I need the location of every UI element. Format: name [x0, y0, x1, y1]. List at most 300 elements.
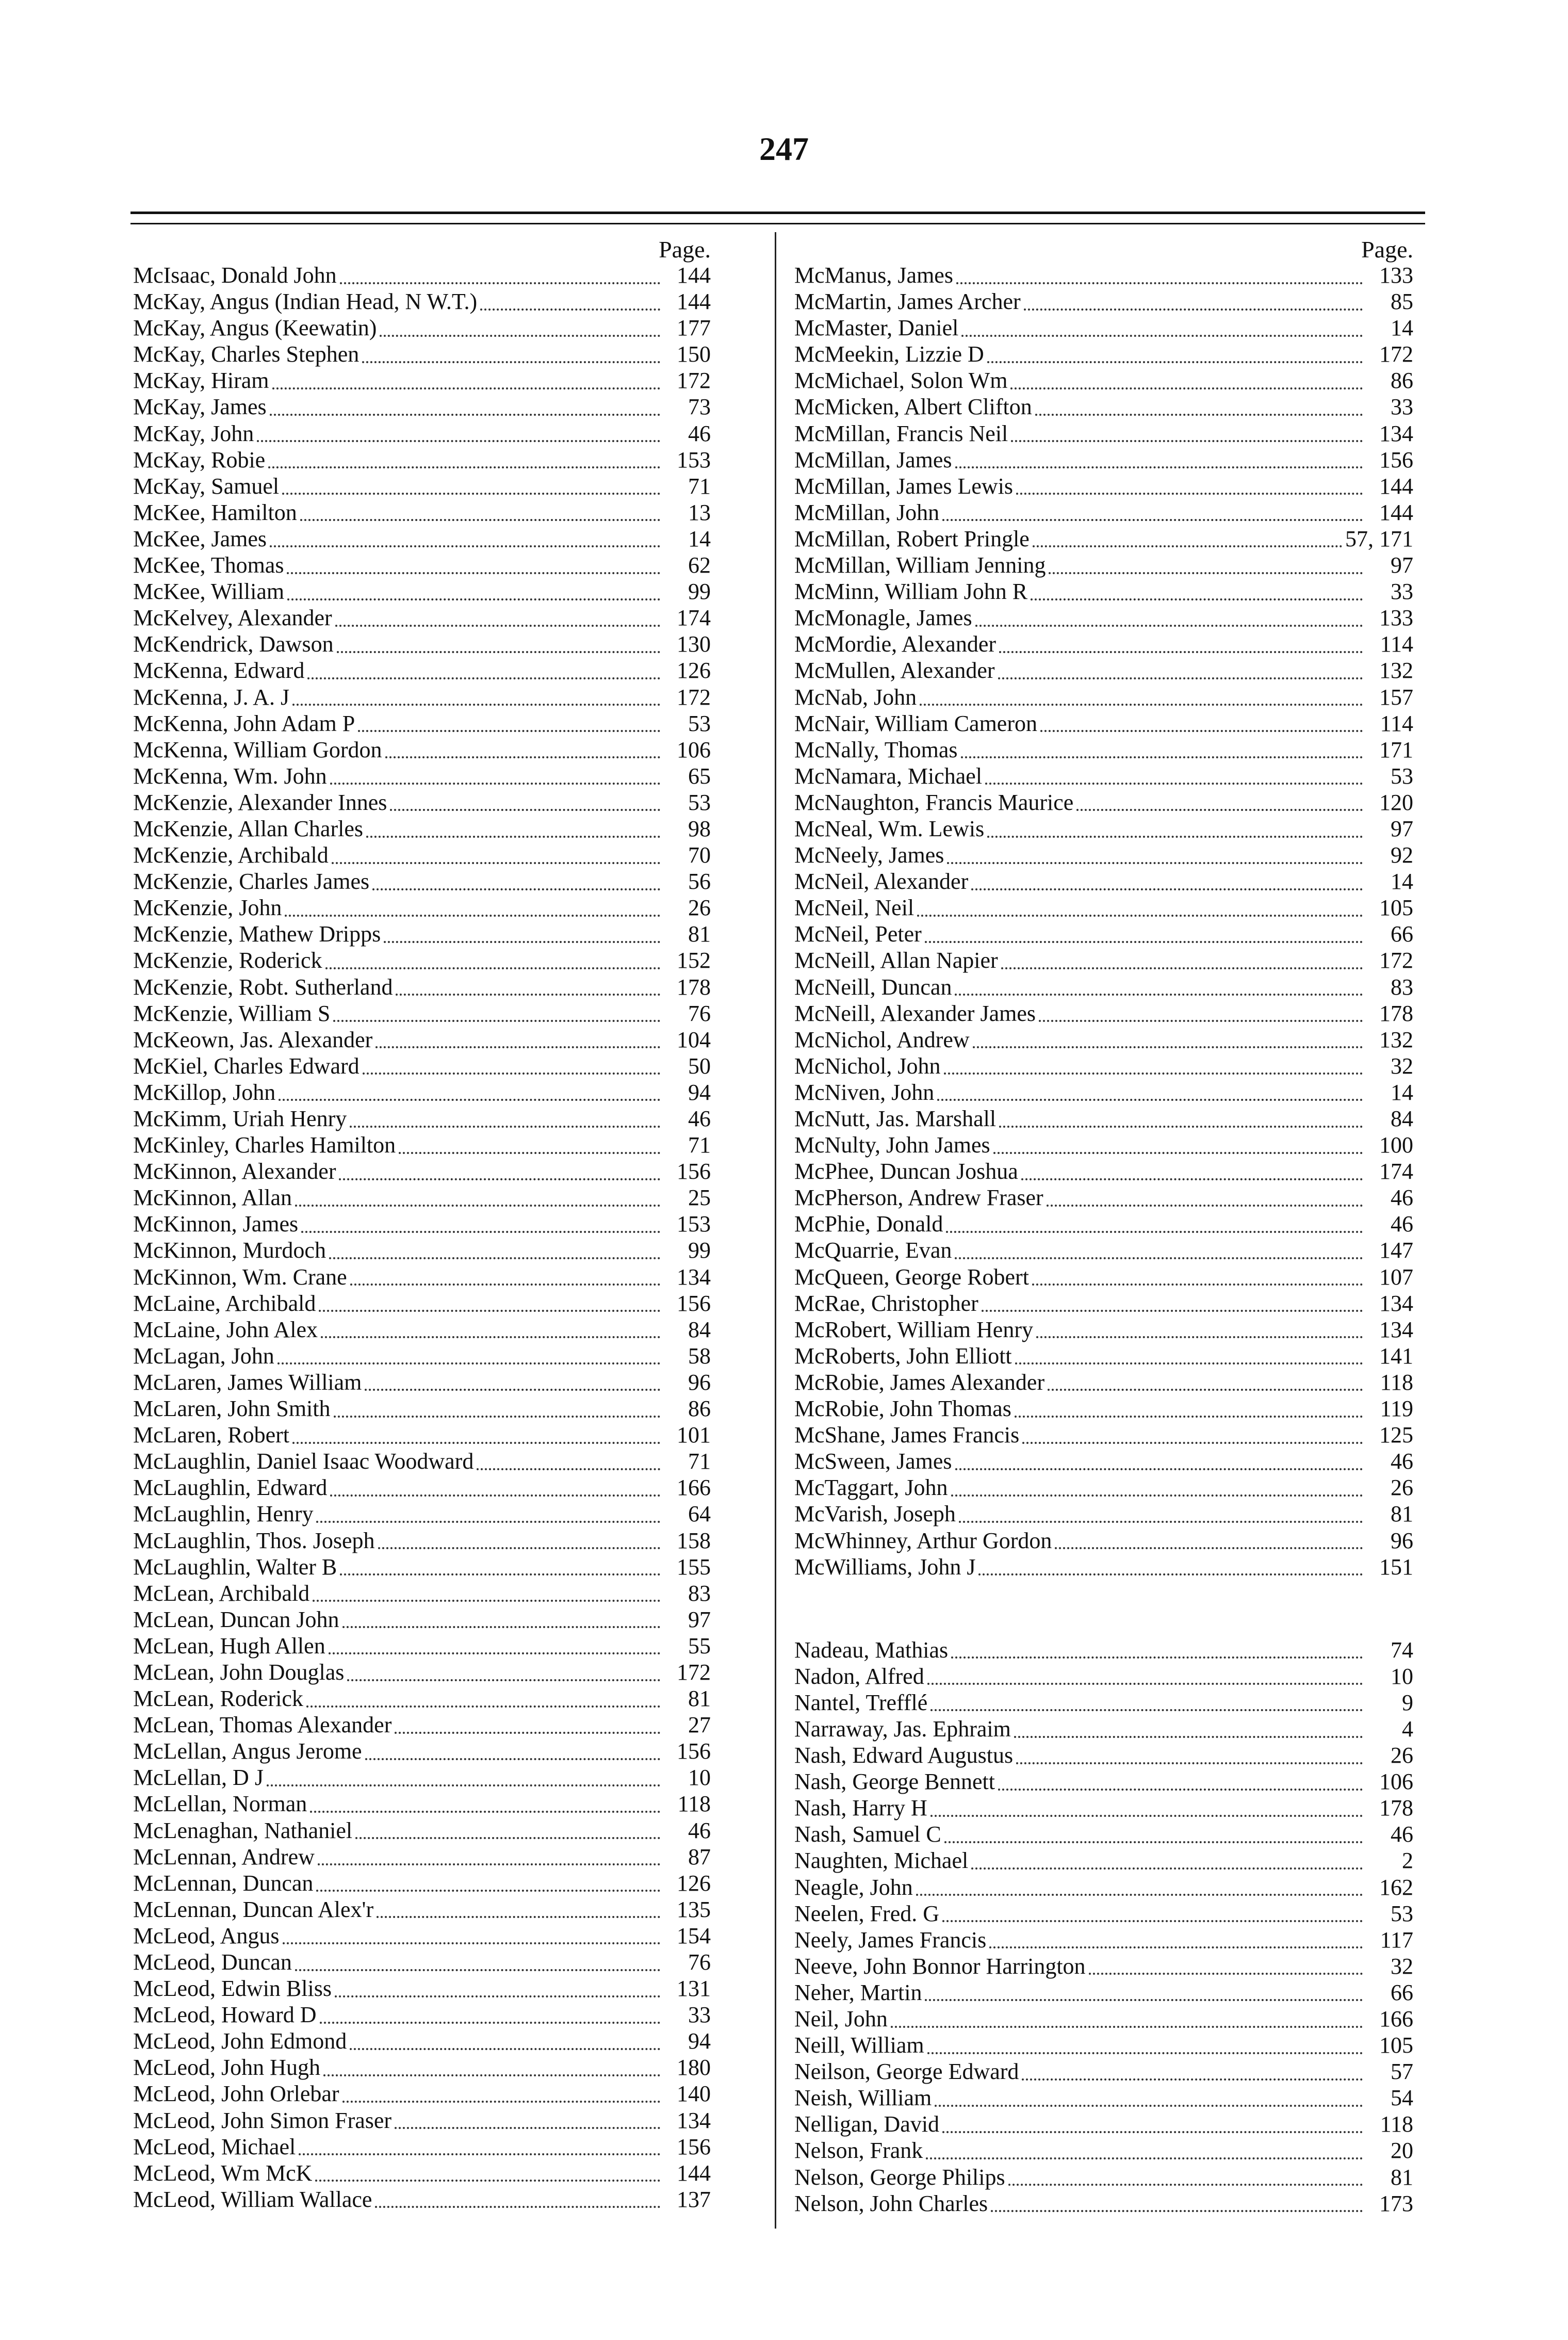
entry-name: Nelson, George Philips	[794, 2164, 1005, 2190]
index-entry	[794, 1132, 1413, 1158]
entry-name: McLean, Roderick	[133, 1686, 303, 1712]
entry-page: 27	[688, 1712, 711, 1738]
entry-page: 13	[688, 499, 711, 525]
entry-name: McLaren, John Smith	[133, 1396, 331, 1422]
index-entry	[794, 499, 1413, 526]
dot-leader	[329, 1637, 660, 1654]
entry-page: 4	[1402, 1716, 1413, 1742]
entry-page: 151	[1379, 1554, 1413, 1580]
index-entry	[133, 1923, 711, 1949]
entry-page: 83	[1391, 974, 1413, 1000]
entry-name: McMullen, Alexander	[794, 658, 995, 684]
index-entry	[133, 710, 711, 737]
index-entry	[133, 2028, 711, 2054]
dot-leader	[295, 1189, 660, 1207]
entry-page: 171	[1379, 737, 1413, 762]
entry-page: 134	[677, 2107, 711, 2133]
entry-name: McNeil, Peter	[794, 921, 922, 947]
index-entry	[133, 763, 711, 789]
index-entry	[133, 921, 711, 947]
entry-name: McPhee, Duncan Joshua	[794, 1159, 1018, 1184]
dot-leader	[1016, 1747, 1363, 1764]
index-entry	[794, 895, 1413, 921]
dot-leader	[935, 2089, 1363, 2107]
index-entry	[133, 684, 711, 710]
dot-leader	[323, 2059, 660, 2076]
entry-page: 126	[677, 658, 711, 684]
dot-leader	[1049, 557, 1363, 574]
index-entry	[133, 1237, 711, 1263]
entry-page: 144	[677, 2160, 711, 2186]
index-entry	[133, 737, 711, 763]
index-entry	[133, 1501, 711, 1527]
index-entry	[794, 1237, 1413, 1263]
entry-name: McTaggart, John	[794, 1475, 948, 1501]
entry-page: 20	[1391, 2138, 1413, 2164]
dot-leader	[999, 636, 1363, 653]
entry-page: 81	[688, 921, 711, 947]
index-entry	[794, 288, 1413, 315]
entry-page: 135	[677, 1896, 711, 1922]
index-entry	[794, 1448, 1413, 1474]
entry-name: Neely, James Francis	[794, 1927, 987, 1953]
entry-name: McShane, James Francis	[794, 1422, 1020, 1448]
dot-leader	[951, 1479, 1363, 1497]
entry-page: 134	[1379, 1290, 1413, 1316]
entry-page: 32	[1391, 1953, 1413, 1979]
dot-leader	[1040, 714, 1363, 732]
index-entry	[794, 526, 1413, 552]
index-entry	[794, 1742, 1413, 1768]
entry-page: 178	[1379, 1795, 1413, 1821]
dot-leader	[300, 503, 660, 521]
dot-leader	[384, 925, 660, 943]
index-entry	[133, 2002, 711, 2028]
dot-leader	[316, 1874, 660, 1892]
entry-page: 172	[677, 1659, 711, 1685]
index-entry	[133, 1132, 711, 1158]
entry-page: 14	[688, 526, 711, 551]
index-entry	[794, 631, 1413, 657]
entry-name: Neilson, George Edward	[794, 2059, 1019, 2085]
dot-leader	[998, 1773, 1363, 1791]
index-entry	[133, 2081, 711, 2107]
dot-leader	[942, 1905, 1363, 1922]
entry-name: McLeod, William Wallace	[133, 2186, 372, 2212]
dot-leader	[1024, 293, 1363, 311]
entry-name: McKillop, John	[133, 1079, 276, 1105]
entry-name: McKenna, Edward	[133, 658, 305, 684]
entry-name: McKenzie, Roderick	[133, 948, 322, 973]
entry-page: 156	[1379, 447, 1413, 473]
index-entry	[133, 1422, 711, 1448]
dot-leader	[396, 978, 660, 996]
index-entry	[794, 2190, 1413, 2217]
dot-leader	[270, 398, 660, 416]
entry-page: 153	[677, 447, 711, 473]
entry-name: McNeill, Duncan	[794, 974, 952, 1000]
page-column-header: Page.	[1361, 236, 1413, 263]
entry-page: 64	[688, 1501, 711, 1527]
index-entry	[794, 921, 1413, 947]
index-entry	[133, 1474, 711, 1501]
dot-leader	[279, 1083, 660, 1101]
dot-leader	[991, 2195, 1363, 2212]
entry-name: McKay, John	[133, 420, 254, 446]
index-entry	[133, 1817, 711, 1844]
entry-name: McKinnon, Allan	[133, 1185, 292, 1211]
entry-name: McLaine, Archibald	[133, 1290, 316, 1316]
entry-name: McKeown, Jas. Alexander	[133, 1027, 373, 1052]
dot-leader	[1032, 1268, 1363, 1286]
entry-name: Neish, William	[794, 2085, 932, 2111]
dot-leader	[257, 425, 660, 442]
entry-name: McNair, William Cameron	[794, 710, 1037, 736]
index-entry	[133, 1712, 711, 1738]
entry-name: McNeil, Neil	[794, 895, 914, 921]
entry-page: 55	[688, 1633, 711, 1659]
index-entry	[133, 1738, 711, 1764]
entry-name: McNiven, John	[794, 1079, 935, 1105]
index-entry	[794, 1501, 1413, 1527]
index-entry	[133, 1158, 711, 1184]
index-entry	[133, 1000, 711, 1027]
dot-leader	[365, 1373, 660, 1391]
index-entry	[133, 1870, 711, 1896]
entry-page: 46	[688, 420, 711, 446]
entry-page: 53	[1391, 763, 1413, 789]
entry-name: McRobert, William Henry	[794, 1317, 1033, 1342]
entry-name: McNally, Thomas	[794, 737, 958, 762]
dot-leader	[930, 1799, 1363, 1817]
dot-leader	[299, 2138, 660, 2155]
entry-page: 66	[1391, 1979, 1413, 2005]
entry-name: McKenzie, Mathew Dripps	[133, 921, 381, 947]
dot-leader	[267, 1769, 660, 1786]
dot-leader	[329, 1242, 660, 1259]
entry-name: McLaughlin, Henry	[133, 1501, 314, 1527]
index-entry	[133, 947, 711, 973]
dot-leader	[390, 793, 660, 811]
index-entry	[794, 1637, 1413, 1663]
entry-name: Nash, Edward Augustus	[794, 1743, 1014, 1768]
index-entry	[133, 1791, 711, 1817]
dot-leader	[277, 1347, 660, 1364]
index-entry	[794, 1317, 1413, 1343]
entry-page: 33	[688, 2002, 711, 2028]
index-entry	[133, 1949, 711, 1975]
entry-name: Neeve, John Bonnor Harrington	[794, 1953, 1086, 1979]
entry-name: McQuarrie, Evan	[794, 1238, 952, 1263]
entry-page: 104	[677, 1027, 711, 1052]
dot-leader	[395, 2111, 660, 2129]
index-entry	[133, 816, 711, 842]
entry-page: 10	[1391, 1663, 1413, 1689]
entry-name: McKee, James	[133, 526, 267, 551]
entry-page: 14	[1391, 1079, 1413, 1105]
dot-leader	[477, 1453, 660, 1470]
dot-leader	[292, 1426, 660, 1444]
entry-page: 133	[1379, 263, 1413, 288]
entry-page: 137	[677, 2186, 711, 2212]
entry-name: McLean, Hugh Allen	[133, 1633, 325, 1659]
entry-page: 76	[688, 1000, 711, 1026]
index-entry	[794, 1689, 1413, 1716]
entry-name: McLeod, John Edmond	[133, 2028, 347, 2054]
entry-page: 174	[677, 605, 711, 631]
dot-leader	[310, 1795, 660, 1813]
index-entry	[133, 315, 711, 341]
entry-page: 166	[1379, 2006, 1413, 2032]
entry-name: McLenaghan, Nathaniel	[133, 1817, 353, 1843]
index-entry	[794, 420, 1413, 447]
dot-leader	[316, 1505, 660, 1523]
index-entry	[794, 1184, 1413, 1211]
entry-page: 114	[1380, 710, 1413, 736]
index-entry	[794, 394, 1413, 420]
entry-page: 54	[1391, 2085, 1413, 2111]
dot-leader	[944, 1826, 1363, 1843]
entry-name: McKay, Hiram	[133, 368, 269, 394]
index-entry	[133, 1290, 711, 1317]
entry-page: 84	[688, 1317, 711, 1342]
entry-page: 65	[688, 763, 711, 789]
entry-name: McKinnon, Wm. Crane	[133, 1264, 347, 1290]
dot-leader	[955, 451, 1363, 468]
entry-name: McMillan, James Lewis	[794, 473, 1014, 499]
index-entry	[133, 1554, 711, 1580]
index-entry	[794, 1264, 1413, 1290]
index-entry	[794, 737, 1413, 763]
entry-name: McKenzie, Archibald	[133, 842, 329, 868]
entry-page: 86	[688, 1396, 711, 1422]
entry-name: McKee, William	[133, 579, 285, 605]
entry-page: 14	[1391, 315, 1413, 341]
dot-leader	[306, 1690, 660, 1708]
entry-page: 156	[677, 1290, 711, 1316]
dot-leader	[920, 688, 1363, 706]
dot-leader	[347, 1664, 660, 1681]
entry-name: McLeod, John Simon Fraser	[133, 2107, 392, 2133]
entry-page: 172	[1379, 948, 1413, 973]
entry-name: Nadon, Alfred	[794, 1663, 924, 1689]
entry-name: Naughten, Michael	[794, 1848, 969, 1874]
entry-page: 71	[688, 1449, 711, 1474]
dot-leader	[1015, 1347, 1363, 1364]
dot-leader	[927, 2037, 1363, 2054]
index-entry	[794, 974, 1413, 1000]
entry-name: McQueen, George Robert	[794, 1264, 1029, 1290]
entry-name: McNeil, Alexander	[794, 869, 969, 895]
dot-leader	[313, 1584, 660, 1602]
index-entry	[133, 789, 711, 816]
dot-leader	[916, 1878, 1363, 1896]
entry-page: 153	[677, 1211, 711, 1237]
dot-leader	[989, 1931, 1363, 1948]
entry-name: McKinnon, Murdoch	[133, 1238, 326, 1263]
entry-page: 53	[688, 710, 711, 736]
dot-leader	[342, 2085, 660, 2103]
entry-page: 25	[688, 1185, 711, 1211]
entry-name: Neil, John	[794, 2006, 888, 2032]
dot-leader	[337, 636, 660, 653]
entry-name: McRobie, John Thomas	[794, 1396, 1011, 1422]
index-entry	[133, 2160, 711, 2186]
index-entry	[133, 1528, 711, 1554]
entry-page: 132	[1379, 658, 1413, 684]
entry-page: 100	[1379, 1132, 1413, 1158]
entry-page: 144	[677, 263, 711, 288]
entry-name: McManus, James	[794, 263, 953, 288]
entry-page: 118	[1380, 1369, 1413, 1395]
dot-leader	[333, 1004, 660, 1022]
index-entry	[133, 2054, 711, 2081]
entry-page: 144	[677, 289, 711, 315]
dot-leader	[987, 820, 1363, 838]
index-entry	[794, 2085, 1413, 2111]
index-entry	[794, 2164, 1413, 2190]
index-entry	[133, 526, 711, 552]
dot-leader	[1010, 372, 1363, 389]
dot-leader	[951, 1641, 1363, 1659]
entry-name: McLeod, Edwin Bliss	[133, 1976, 332, 2002]
entry-name: McLean, Duncan John	[133, 1606, 339, 1632]
dot-leader	[335, 1980, 660, 1997]
index-entry	[133, 341, 711, 367]
index-list-left	[133, 262, 711, 2213]
dot-leader	[1055, 1532, 1363, 1549]
dot-leader	[993, 1136, 1363, 1154]
entry-page: 50	[688, 1053, 711, 1079]
dot-leader	[340, 1558, 660, 1575]
dot-leader	[287, 583, 660, 600]
entry-page: 178	[677, 974, 711, 1000]
entry-page: 180	[677, 2055, 711, 2081]
index-entry	[794, 789, 1413, 816]
dot-leader	[926, 2142, 1363, 2159]
entry-name: McMillan, John	[794, 499, 940, 525]
dot-leader	[350, 2033, 660, 2050]
entry-name: McMordie, Alexander	[794, 631, 996, 657]
entry-page: 94	[688, 2028, 711, 2054]
dot-leader	[350, 1110, 660, 1128]
entry-page: 14	[1391, 869, 1413, 895]
index-entry	[133, 394, 711, 420]
entry-page: 81	[688, 1686, 711, 1712]
entry-page: 134	[677, 1264, 711, 1290]
index-entry	[794, 2137, 1413, 2164]
entry-page: 105	[1379, 895, 1413, 921]
entry-name: Nelligan, David	[794, 2111, 940, 2137]
entry-page: 73	[688, 394, 711, 420]
entry-name: McLeod, John Hugh	[133, 2055, 320, 2081]
entry-page: 99	[688, 1238, 711, 1263]
dot-leader	[335, 609, 660, 627]
dot-leader	[930, 1694, 1363, 1711]
dot-leader	[1011, 425, 1363, 442]
entry-name: McNeely, James	[794, 842, 944, 868]
entry-page: 162	[1379, 1874, 1413, 1900]
entry-page: 172	[677, 368, 711, 394]
entry-name: McSween, James	[794, 1449, 952, 1474]
index-list-right-n	[794, 1637, 1413, 2217]
entry-page: 140	[677, 2081, 711, 2107]
index-entry	[133, 1448, 711, 1474]
entry-name: McKendrick, Dawson	[133, 631, 334, 657]
entry-name: McLaughlin, Daniel Isaac Woodward	[133, 1449, 474, 1474]
dot-leader	[946, 1215, 1363, 1233]
dot-leader	[301, 1215, 660, 1233]
entry-name: McKenzie, Allan Charles	[133, 816, 363, 841]
index-entry	[794, 1474, 1413, 1501]
dot-leader	[985, 767, 1363, 785]
entry-page: 118	[677, 1791, 711, 1817]
entry-page: 76	[688, 1949, 711, 1975]
index-entry	[794, 367, 1413, 394]
index-entry	[794, 2006, 1413, 2032]
entry-page: 144	[1379, 473, 1413, 499]
entry-name: McNulty, John James	[794, 1132, 990, 1158]
entry-name: McKenna, William Gordon	[133, 737, 382, 762]
entry-name: McMillan, James	[794, 447, 952, 473]
dot-leader	[399, 1136, 660, 1154]
entry-page: 126	[677, 1870, 711, 1896]
index-entry	[133, 868, 711, 895]
entry-page: 173	[1379, 2190, 1413, 2216]
entry-page: 2	[1402, 1848, 1413, 1874]
entry-name: Neagle, John	[794, 1874, 913, 1900]
entry-name: McLeod, Duncan	[133, 1949, 292, 1975]
entry-page: 33	[1391, 579, 1413, 605]
dot-leader	[385, 741, 660, 758]
dot-leader	[956, 267, 1363, 284]
entry-page: 114	[1380, 631, 1413, 657]
entry-page: 174	[1379, 1159, 1413, 1184]
entry-page: 71	[688, 473, 711, 499]
entry-page: 70	[688, 842, 711, 868]
entry-name: McMillan, Robert Pringle	[794, 526, 1030, 551]
dot-leader	[942, 503, 1363, 521]
dot-leader	[355, 1822, 660, 1839]
entry-page: 106	[1379, 1769, 1413, 1795]
entry-name: McMaster, Daniel	[794, 315, 959, 341]
entry-page: 152	[677, 948, 711, 973]
index-entry	[794, 1795, 1413, 1821]
dot-leader	[325, 952, 660, 969]
entry-page: 74	[1391, 1637, 1413, 1663]
entry-name: McKinley, Charles Hamilton	[133, 1132, 396, 1158]
index-entry	[133, 288, 711, 315]
index-entry	[133, 1053, 711, 1079]
index-entry	[794, 1874, 1413, 1900]
index-entry	[133, 1106, 711, 1132]
dot-leader	[917, 899, 1363, 917]
dot-leader	[1089, 1957, 1363, 1975]
index-entry	[794, 341, 1413, 367]
dot-leader	[955, 978, 1363, 996]
entry-name: McNeill, Allan Napier	[794, 948, 998, 973]
entry-page: 134	[1379, 1317, 1413, 1342]
dot-leader	[319, 1294, 660, 1312]
entry-name: McNeal, Wm. Lewis	[794, 816, 985, 841]
entry-name: McKay, Charles Stephen	[133, 342, 360, 367]
dot-leader	[1016, 477, 1363, 495]
dot-leader	[1021, 1163, 1363, 1180]
dot-leader	[944, 1057, 1363, 1075]
index-entry	[133, 1211, 711, 1237]
index-entry	[794, 657, 1413, 684]
dot-leader	[987, 346, 1363, 363]
